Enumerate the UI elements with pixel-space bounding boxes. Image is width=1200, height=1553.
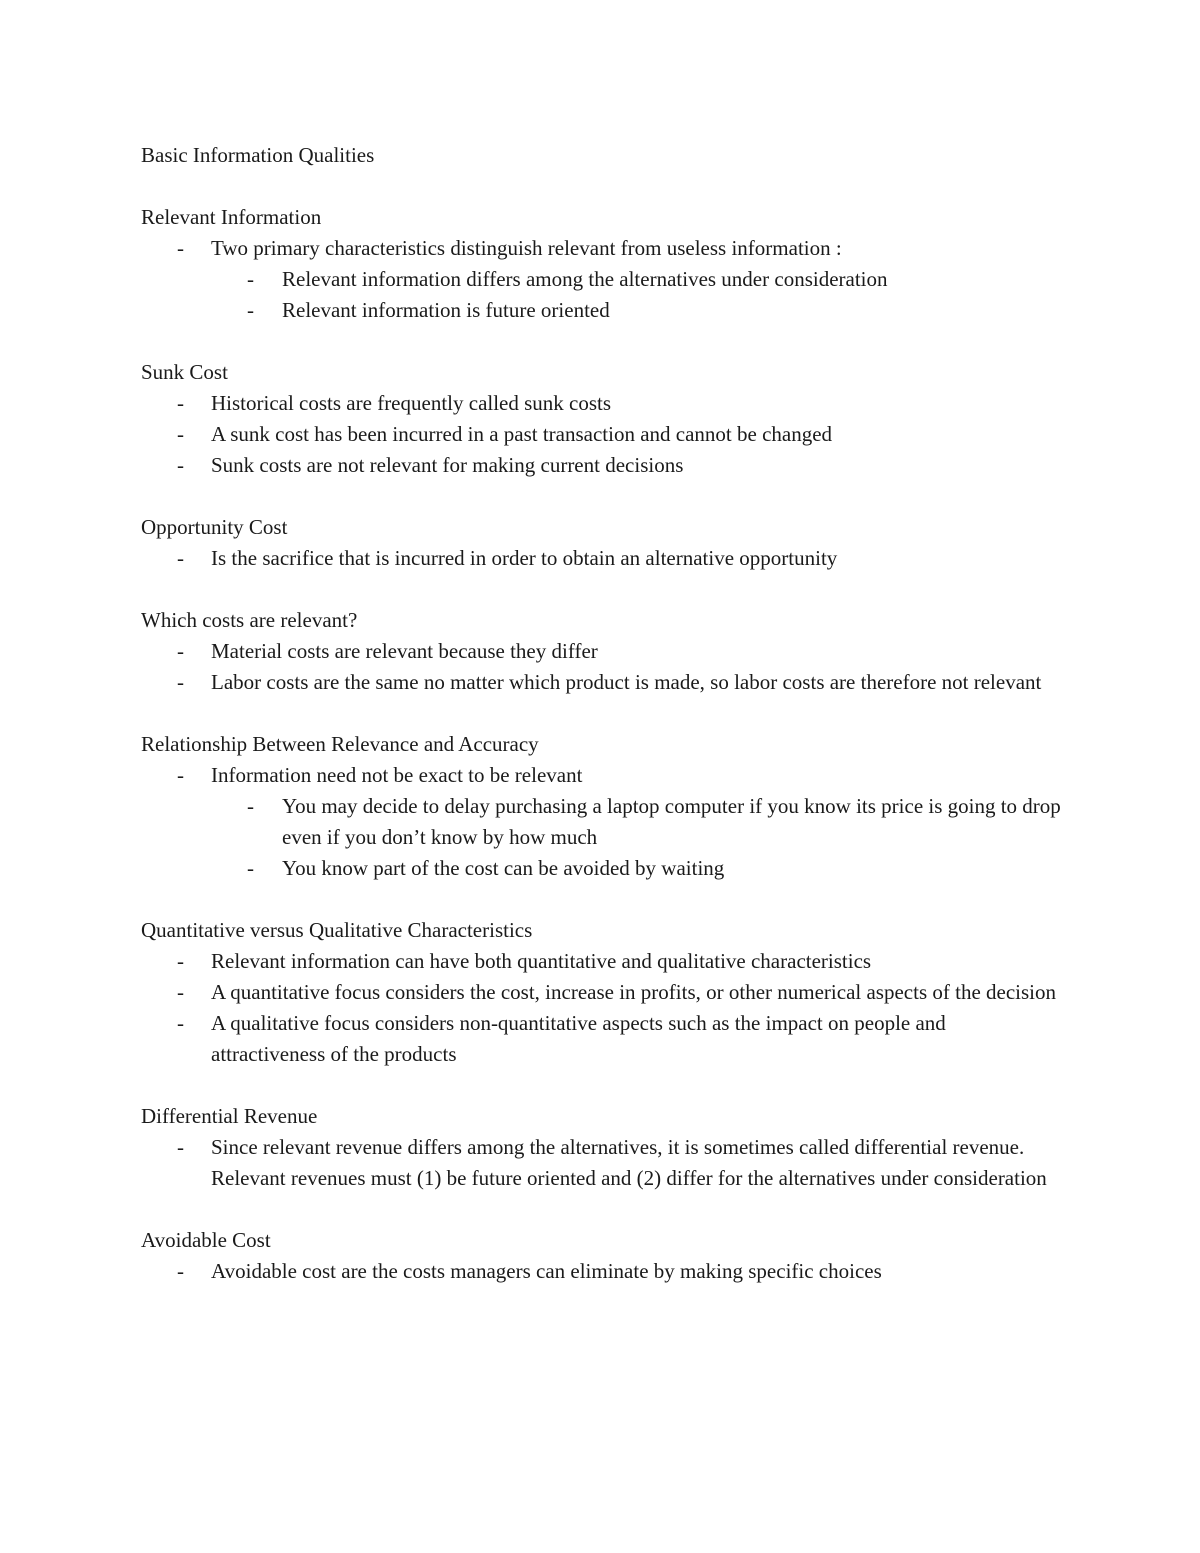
bullet-text: Historical costs are frequently called sunk costs [211, 391, 612, 415]
bullet-item [141, 419, 1061, 450]
sub-bullet-item [141, 264, 1061, 295]
dash-bullet-icon: - [177, 453, 184, 477]
bullet-text: Since relevant revenue differs among the alternatives, it is sometimes called differential revenue. Relevant revenues must (1) be future oriented and (2) differ for the alternatives under consideration [211, 1135, 1047, 1190]
blank-line [141, 326, 1061, 357]
bullet-text: You may decide to delay purchasing a laptop computer if you know its price is going to drop even if you don’t know by how much [282, 794, 1061, 849]
sections-container [141, 171, 1061, 1287]
dash-bullet-icon: - [177, 1011, 184, 1035]
dash-bullet-icon: - [177, 546, 184, 570]
bullet-text: Relevant information differs among the alternatives under consideration [282, 267, 888, 291]
section-heading: Relevant Information [141, 205, 322, 229]
dash-bullet-icon: - [177, 980, 184, 1004]
bullet-list [141, 233, 1061, 326]
bullet-list [141, 636, 1061, 698]
dash-bullet-icon: - [177, 1259, 184, 1283]
bullet-list [141, 543, 1061, 574]
blank-line [141, 698, 1061, 729]
dash-bullet-icon: - [247, 794, 254, 818]
section-heading: Sunk Cost [141, 360, 228, 384]
blank-line [141, 1194, 1061, 1225]
document-body [141, 140, 1061, 1287]
bullet-text: Sunk costs are not relevant for making current decisions [211, 453, 684, 477]
bullet-item [141, 760, 1061, 791]
blank-line [141, 171, 1061, 202]
bullet-text: Labor costs are the same no matter which product is made, so labor costs are therefore not relevant [211, 670, 1042, 694]
section-heading: Differential Revenue [141, 1104, 318, 1128]
sub-bullet-item [141, 295, 1061, 326]
bullet-item [141, 543, 1061, 574]
section-heading: Which costs are relevant? [141, 608, 358, 632]
section-heading: Quantitative versus Qualitative Characteristics [141, 918, 533, 942]
bullet-list [141, 946, 1061, 1070]
note-section [141, 512, 1061, 574]
bullet-item [141, 977, 1061, 1008]
bullet-text: Material costs are relevant because they differ [211, 639, 598, 663]
blank-line [141, 1070, 1061, 1101]
bullet-text: Relevant information is future oriented [282, 298, 610, 322]
dash-bullet-icon: - [177, 949, 184, 973]
note-section [141, 729, 1061, 884]
note-section [141, 1225, 1061, 1287]
bullet-list [141, 388, 1061, 481]
dash-bullet-icon: - [177, 763, 184, 787]
bullet-text: A sunk cost has been incurred in a past transaction and cannot be changed [211, 422, 833, 446]
bullet-item [141, 388, 1061, 419]
note-section [141, 605, 1061, 698]
bullet-item [141, 1256, 1061, 1287]
blank-line [141, 884, 1061, 915]
section-heading: Avoidable Cost [141, 1228, 271, 1252]
bullet-list [141, 1256, 1061, 1287]
bullet-item [141, 233, 1061, 264]
blank-line [141, 574, 1061, 605]
bullet-text: Two primary characteristics distinguish relevant from useless information : [211, 236, 842, 260]
bullet-list [141, 1132, 1061, 1194]
dash-bullet-icon: - [177, 391, 184, 415]
sub-bullet-item [141, 791, 1061, 853]
bullet-text: A quantitative focus considers the cost, increase in profits, or other numerical aspects of the decision [211, 980, 1056, 1004]
bullet-item [141, 1008, 1061, 1070]
document-title: Basic Information Qualities [141, 143, 375, 167]
bullet-item [141, 636, 1061, 667]
bullet-text: Information need not be exact to be relevant [211, 763, 583, 787]
bullet-item [141, 946, 1061, 977]
sub-bullet-item [141, 853, 1061, 884]
dash-bullet-icon: - [247, 298, 254, 322]
dash-bullet-icon: - [177, 670, 184, 694]
dash-bullet-icon: - [247, 856, 254, 880]
note-section [141, 202, 1061, 326]
note-section [141, 915, 1061, 1070]
bullet-item [141, 667, 1061, 698]
bullet-item [141, 1132, 1061, 1194]
dash-bullet-icon: - [177, 236, 184, 260]
dash-bullet-icon: - [247, 267, 254, 291]
section-heading: Opportunity Cost [141, 515, 288, 539]
note-section [141, 357, 1061, 481]
dash-bullet-icon: - [177, 422, 184, 446]
blank-line [141, 481, 1061, 512]
bullet-text: Avoidable cost are the costs managers can eliminate by making specific choices [211, 1259, 882, 1283]
dash-bullet-icon: - [177, 1135, 184, 1159]
bullet-text: Is the sacrifice that is incurred in order to obtain an alternative opportunity [211, 546, 838, 570]
bullet-text: Relevant information can have both quantitative and qualitative characteristics [211, 949, 872, 973]
section-heading: Relationship Between Relevance and Accuracy [141, 732, 539, 756]
bullet-list [141, 760, 1061, 884]
bullet-item [141, 450, 1061, 481]
bullet-text: A qualitative focus considers non-quantitative aspects such as the impact on people and attractiveness of the products [211, 1011, 946, 1066]
bullet-text: You know part of the cost can be avoided by waiting [282, 856, 725, 880]
note-section [141, 1101, 1061, 1194]
dash-bullet-icon: - [177, 639, 184, 663]
